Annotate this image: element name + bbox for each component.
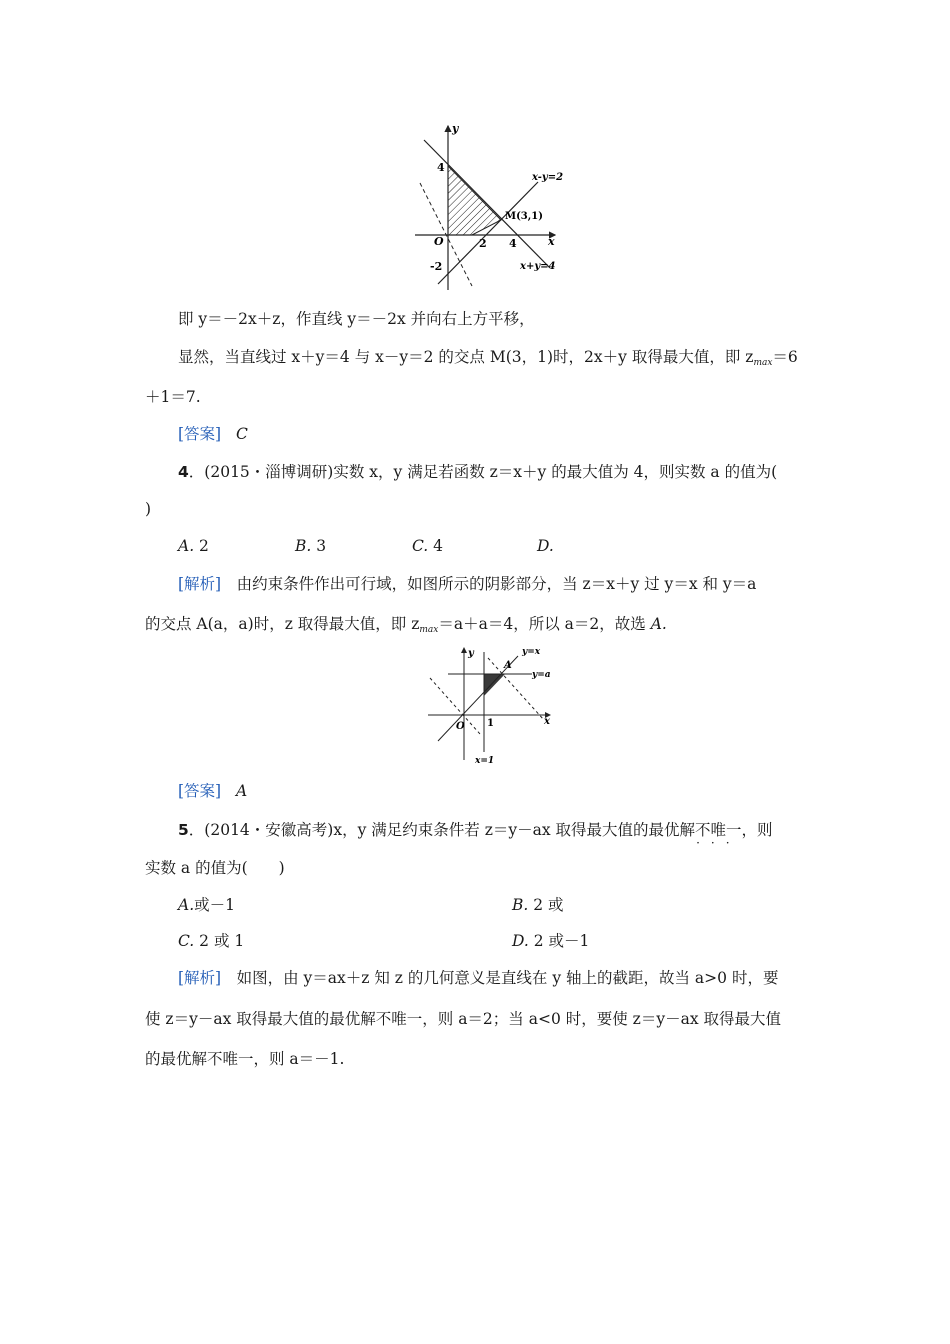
x-label: x — [544, 716, 550, 727]
line-label-x-1: x=1 — [475, 756, 495, 766]
point-label-A: A — [504, 660, 512, 671]
q4-option-c: C. 4 — [412, 537, 444, 555]
question-5-line-1: 5．(2014・安徽高考)x，y 满足约束条件若 z＝y－ax 取得最大值的最优解不唯一 ··· ，则 — [178, 821, 773, 850]
solution-line-3: ＋1＝7. — [145, 388, 201, 406]
q5-analysis-line-2: 使 z＝y－ax 取得最大值的最优解不唯一，则 a＝2；当 a<0 时，要使 z＝y－ax 取得最大值 — [145, 1010, 781, 1028]
q5-analysis-line-1: [解析] 如图，由 y＝ax＋z 知 z 的几何意义是直线在 y 轴上的截距，故当 a>0 时，要 — [178, 969, 779, 987]
q4-option-d: D. — [537, 537, 554, 555]
shaded-region — [484, 674, 505, 696]
y-label: y — [468, 648, 474, 659]
q5-analysis-line-3: 的最优解不唯一，则 a＝－1. — [145, 1050, 345, 1068]
answer-tag: [答案] — [178, 425, 222, 443]
solution-line-2: 显然，当直线过 x＋y＝4 与 x－y＝2 的交点 M(3，1)时，2x＋y 取得最大值，即 $z_{max}=6$ — [178, 348, 798, 368]
tick-label-4y: 4 — [437, 161, 445, 174]
q4-option-a: A. 2 — [178, 537, 209, 555]
line-label-y-a: y=a — [532, 670, 551, 680]
line-label-y-x: y=x — [522, 647, 541, 657]
line-label-x-plus-y: x+y=4 — [520, 261, 556, 272]
tick-label-2x: 2 — [479, 237, 487, 250]
q5-option-c: C. 2 或 1 — [178, 932, 245, 950]
tick-label-4x: 4 — [509, 237, 517, 250]
y-label: y — [452, 122, 459, 135]
figure-feasible-region-2 — [420, 644, 560, 769]
q5-option-a: A.或－1 — [178, 896, 235, 914]
q5-option-d: D. 2 或－1 — [512, 932, 590, 950]
x-label: x — [548, 235, 555, 248]
solution-line-1: 即 y＝－2x＋z，作直线 y＝－2x 并向右上方平移， — [178, 310, 535, 328]
question-5-line-2: 实数 a 的值为( ) — [145, 859, 285, 877]
answer-line-3 — [178, 424, 248, 444]
q4-option-b: B. 3 — [295, 537, 327, 555]
answer-line-4 — [178, 781, 247, 801]
dashed-line-1 — [430, 678, 480, 734]
tick-label-neg2: -2 — [430, 260, 443, 273]
dashed-line-2 — [488, 658, 544, 720]
question-4-line-1: 4．(2015・淄博调研)实数 x，y 满足若函数 z＝x＋y 的最大值为 4，则实数 a 的值为( — [178, 463, 778, 481]
line-label-x-minus-y: x-y=2 — [532, 172, 564, 183]
hatched-region — [448, 166, 501, 235]
point-label-M: M(3,1) — [505, 211, 543, 222]
figure-feasible-region-1 — [410, 118, 580, 293]
answer-value: A — [236, 782, 248, 800]
origin-label: O — [434, 235, 444, 248]
question-4-line-2: ) — [145, 500, 152, 518]
emphasized-text: 不唯一 ··· — [695, 821, 742, 850]
q4-analysis-line-2: 的交点 A(a，a)时，z 取得最大值，即 $z_{max}=a+a=4$，所以 a＝2，故选 A. — [145, 615, 667, 635]
tick-label-1: 1 — [487, 718, 494, 729]
q5-option-b: B. 2 或 — [512, 896, 564, 914]
answer-tag: [答案] — [178, 782, 222, 800]
answer-value: C — [236, 425, 248, 443]
line-x-plus-y-4 — [424, 140, 550, 268]
q4-analysis-line-1: [解析] 由约束条件作出可行域，如图所示的阴影部分，当 z＝x＋y 过 y＝x 和 y＝a — [178, 575, 757, 593]
origin-label: O — [456, 721, 465, 732]
